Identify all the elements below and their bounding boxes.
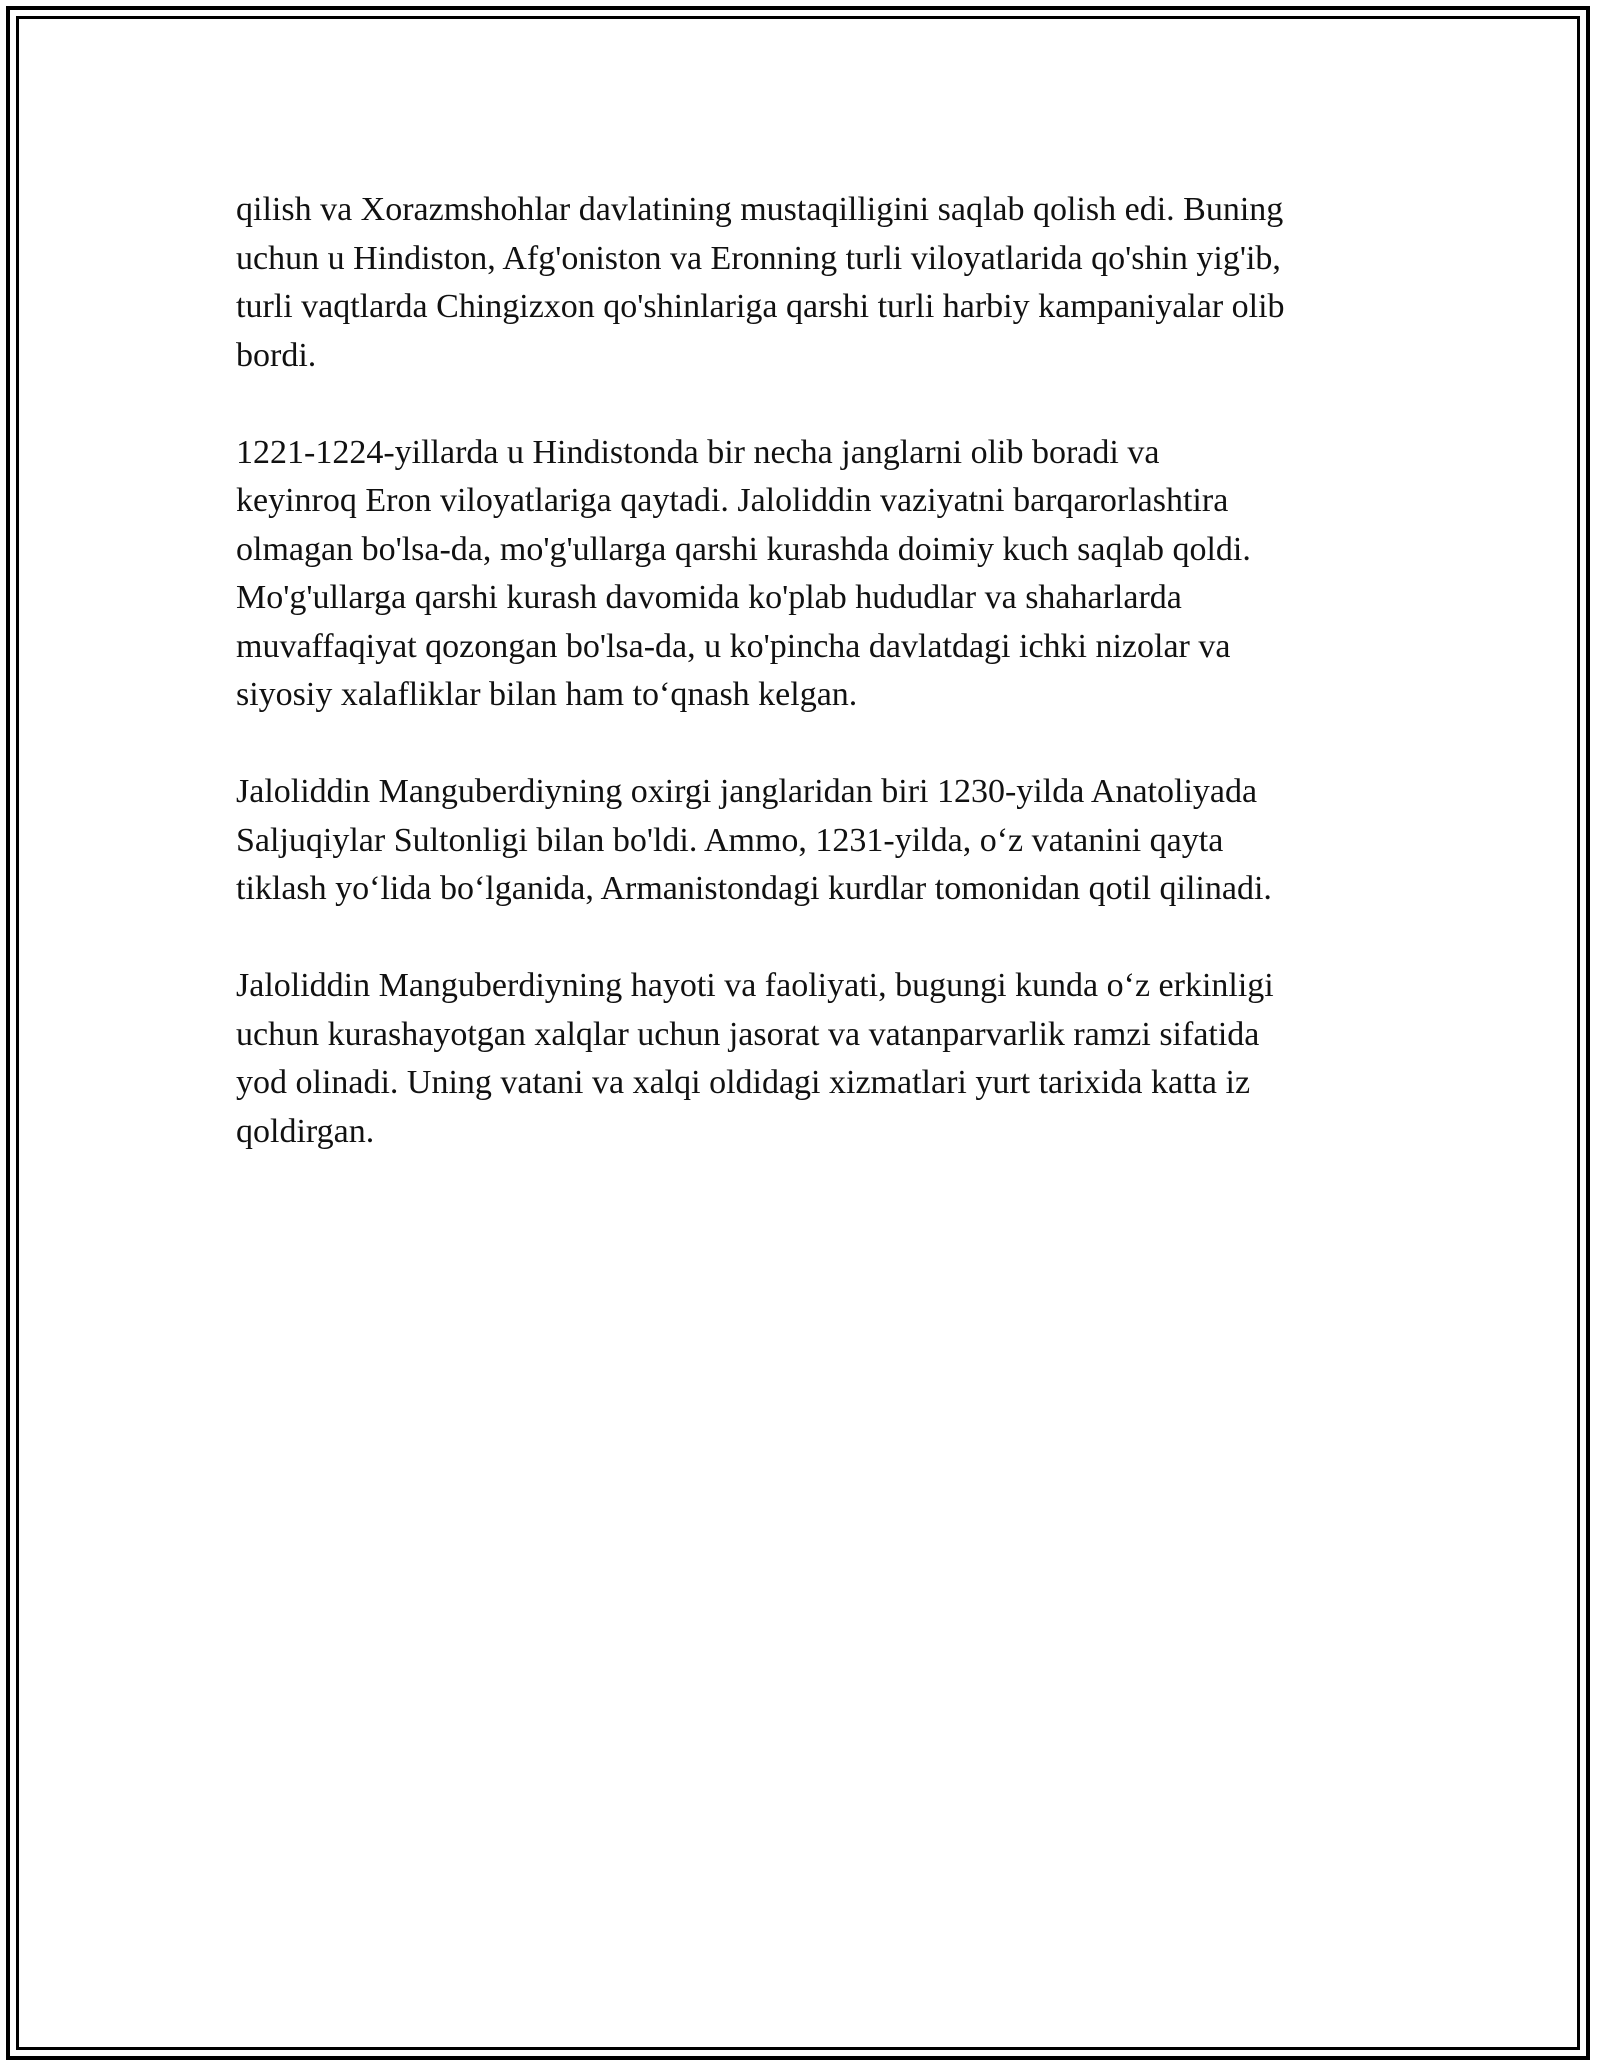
text-line: yod olinadi. Uning vatani va xalqi oldidagi xizmatlari yurt tarixida katta iz bbox=[236, 1064, 1251, 1101]
text-line: keyinroq Eron viloyatlariga qaytadi. Jaloliddin vaziyatni barqarorlashtira bbox=[236, 482, 1229, 519]
document-body bbox=[236, 186, 1386, 1205]
paragraph-1 bbox=[236, 186, 1386, 380]
paragraph-4 bbox=[236, 962, 1386, 1156]
text-line: muvaffaqiyat qozongan bo'lsa-da, u ko'pincha davlatdagi ichki nizolar va bbox=[236, 627, 1231, 665]
text-line: qilish va Xorazmshohlar davlatining mustaqilligini saqlab qolish edi. Buning bbox=[236, 191, 1284, 228]
text-line: 1221-1224-yillarda u Hindistonda bir necha janglarni olib boradi va bbox=[236, 433, 1160, 471]
paragraph-2 bbox=[236, 429, 1386, 720]
text-line: tiklash yo‘lida bo‘lganida, Armanistondagi kurdlar tomonidan qotil qilinadi. bbox=[236, 870, 1272, 907]
text-line: olmagan bo'lsa-da, mo'g'ullarga qarshi kurashda doimiy kuch saqlab qoldi. bbox=[236, 530, 1251, 568]
text-line: uchun u Hindiston, Afg'oniston va Eronning turli viloyatlarida qo'shin yig'ib, bbox=[236, 239, 1281, 277]
text-line: uchun kurashayotgan xalqlar uchun jasorat va vatanparvarlik ramzi sifatida bbox=[236, 1015, 1260, 1053]
text-line: Jaloliddin Manguberdiyning oxirgi janglaridan biri 1230-yilda Anatoliyada bbox=[236, 773, 1258, 810]
text-line: siyosiy xalafliklar bilan ham to‘qnash kelgan. bbox=[236, 676, 858, 713]
text-line: bordi. bbox=[236, 336, 317, 374]
text-line: Mo'g'ullarga qarshi kurash davomida ko'plab hududlar va shaharlarda bbox=[236, 579, 1182, 616]
text-line: turli vaqtlarda Chingizxon qo'shinlariga qarshi turli harbiy kampaniyalar olib bbox=[236, 288, 1285, 325]
paragraph-3 bbox=[236, 768, 1386, 914]
text-line: qoldirgan. bbox=[236, 1112, 375, 1150]
text-line: Jaloliddin Manguberdiyning hayoti va faoliyati, bugungi kunda o‘z erkinligi bbox=[236, 967, 1274, 1004]
text-line: Saljuqiylar Sultonligi bilan bo'ldi. Ammo, 1231-yilda, o‘z vatanini qayta bbox=[236, 821, 1224, 859]
